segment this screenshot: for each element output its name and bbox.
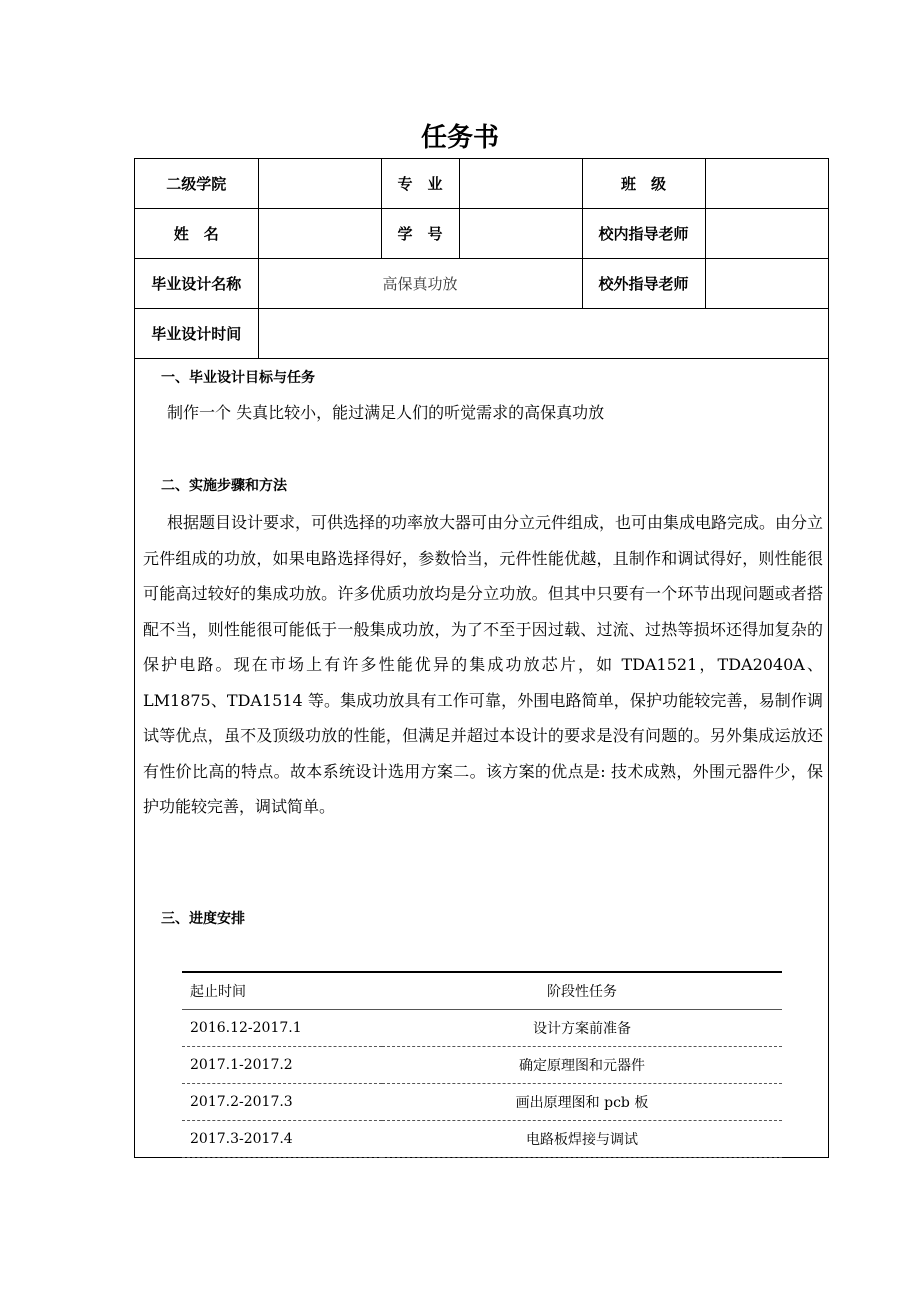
- class-label: 班 级: [582, 159, 705, 209]
- major-field[interactable]: [459, 159, 582, 209]
- internal-advisor-field[interactable]: [705, 209, 828, 259]
- major-label: 专 业: [381, 159, 459, 209]
- college-field[interactable]: [258, 159, 381, 209]
- schedule-time: 2017.2-2017.3: [182, 1084, 382, 1121]
- design-time-field[interactable]: [258, 309, 828, 359]
- schedule-heading: 三、进度安排: [161, 911, 245, 927]
- schedule-row: [182, 1084, 782, 1121]
- schedule-task: 设计方案前准备: [382, 1010, 782, 1047]
- info-row-name: [135, 209, 828, 259]
- schedule-time: 2016.12-2017.1: [182, 1010, 382, 1047]
- internal-advisor-label: 校内指导老师: [582, 209, 705, 259]
- schedule-task: 画出原理图和 pcb 板: [382, 1084, 782, 1121]
- schedule-task: 电路板焊接与调试: [382, 1121, 782, 1158]
- college-label: 二级学院: [135, 159, 258, 209]
- external-advisor-field[interactable]: [705, 259, 828, 309]
- schedule-time: 2017.1-2017.2: [182, 1047, 382, 1084]
- student-id-field[interactable]: [459, 209, 582, 259]
- schedule-table: [182, 971, 782, 1158]
- schedule-header-time: 起止时间: [182, 972, 382, 1010]
- info-table: [135, 159, 828, 359]
- method-text: 根据题目设计要求，可供选择的功率放大器可由分立元件组成，也可由集成电路完成。由分立元件组成的功放，如果电路选择得好，参数恰当，元件性能优越，且制作和调试得好，则性能很可能高过较好的集成功放。许多优质功放均是分立功放。但其中只要有一个环节出现问题或者搭配不当，则性能很可能低于一般集成功放，为了不至于因过载、过流、过热等损坏还得加复杂的保护电路。现在市场上有许多性能优异的集成功放芯片，如 TDA1521，TDA2040A、LM1875、TDA1514 等。集成功放具有工作可靠，外围电路简单，保护功能较完善，易制作调试等优点，虽不及顶级功放的性能，但满足并超过本设计的要求是没有问题的。另外集成运放还有性价比高的特点。故本系统设计选用方案二。该方案的优点是: 技术成熟，外围元器件少，保护功能较完善，调试简单。: [143, 513, 824, 816]
- design-name-field[interactable]: 高保真功放: [258, 259, 582, 309]
- task-form: [134, 158, 829, 1158]
- schedule-time: 2017.3-2017.4: [182, 1121, 382, 1158]
- schedule-row: [182, 1121, 782, 1158]
- schedule-row: [182, 1010, 782, 1047]
- schedule-header-task: 阶段性任务: [382, 972, 782, 1010]
- goal-text: 制作一个 失真比较小，能过满足人们的听觉需求的高保真功放: [167, 403, 605, 422]
- external-advisor-label: 校外指导老师: [582, 259, 705, 309]
- class-field[interactable]: [705, 159, 828, 209]
- design-name-label: 毕业设计名称: [135, 259, 258, 309]
- name-field[interactable]: [258, 209, 381, 259]
- schedule-header-row: [182, 972, 782, 1010]
- schedule-row: [182, 1047, 782, 1084]
- goal-heading: 一、毕业设计目标与任务: [161, 370, 315, 386]
- method-heading: 二、实施步骤和方法: [161, 478, 287, 494]
- design-time-label: 毕业设计时间: [135, 309, 258, 359]
- document-title: 任务书: [420, 123, 499, 153]
- info-row-design-time: [135, 309, 828, 359]
- student-id-label: 学 号: [381, 209, 459, 259]
- info-row-college: [135, 159, 828, 209]
- info-row-design-name: [135, 259, 828, 309]
- schedule-task: 确定原理图和元器件: [382, 1047, 782, 1084]
- name-label: 姓 名: [135, 209, 258, 259]
